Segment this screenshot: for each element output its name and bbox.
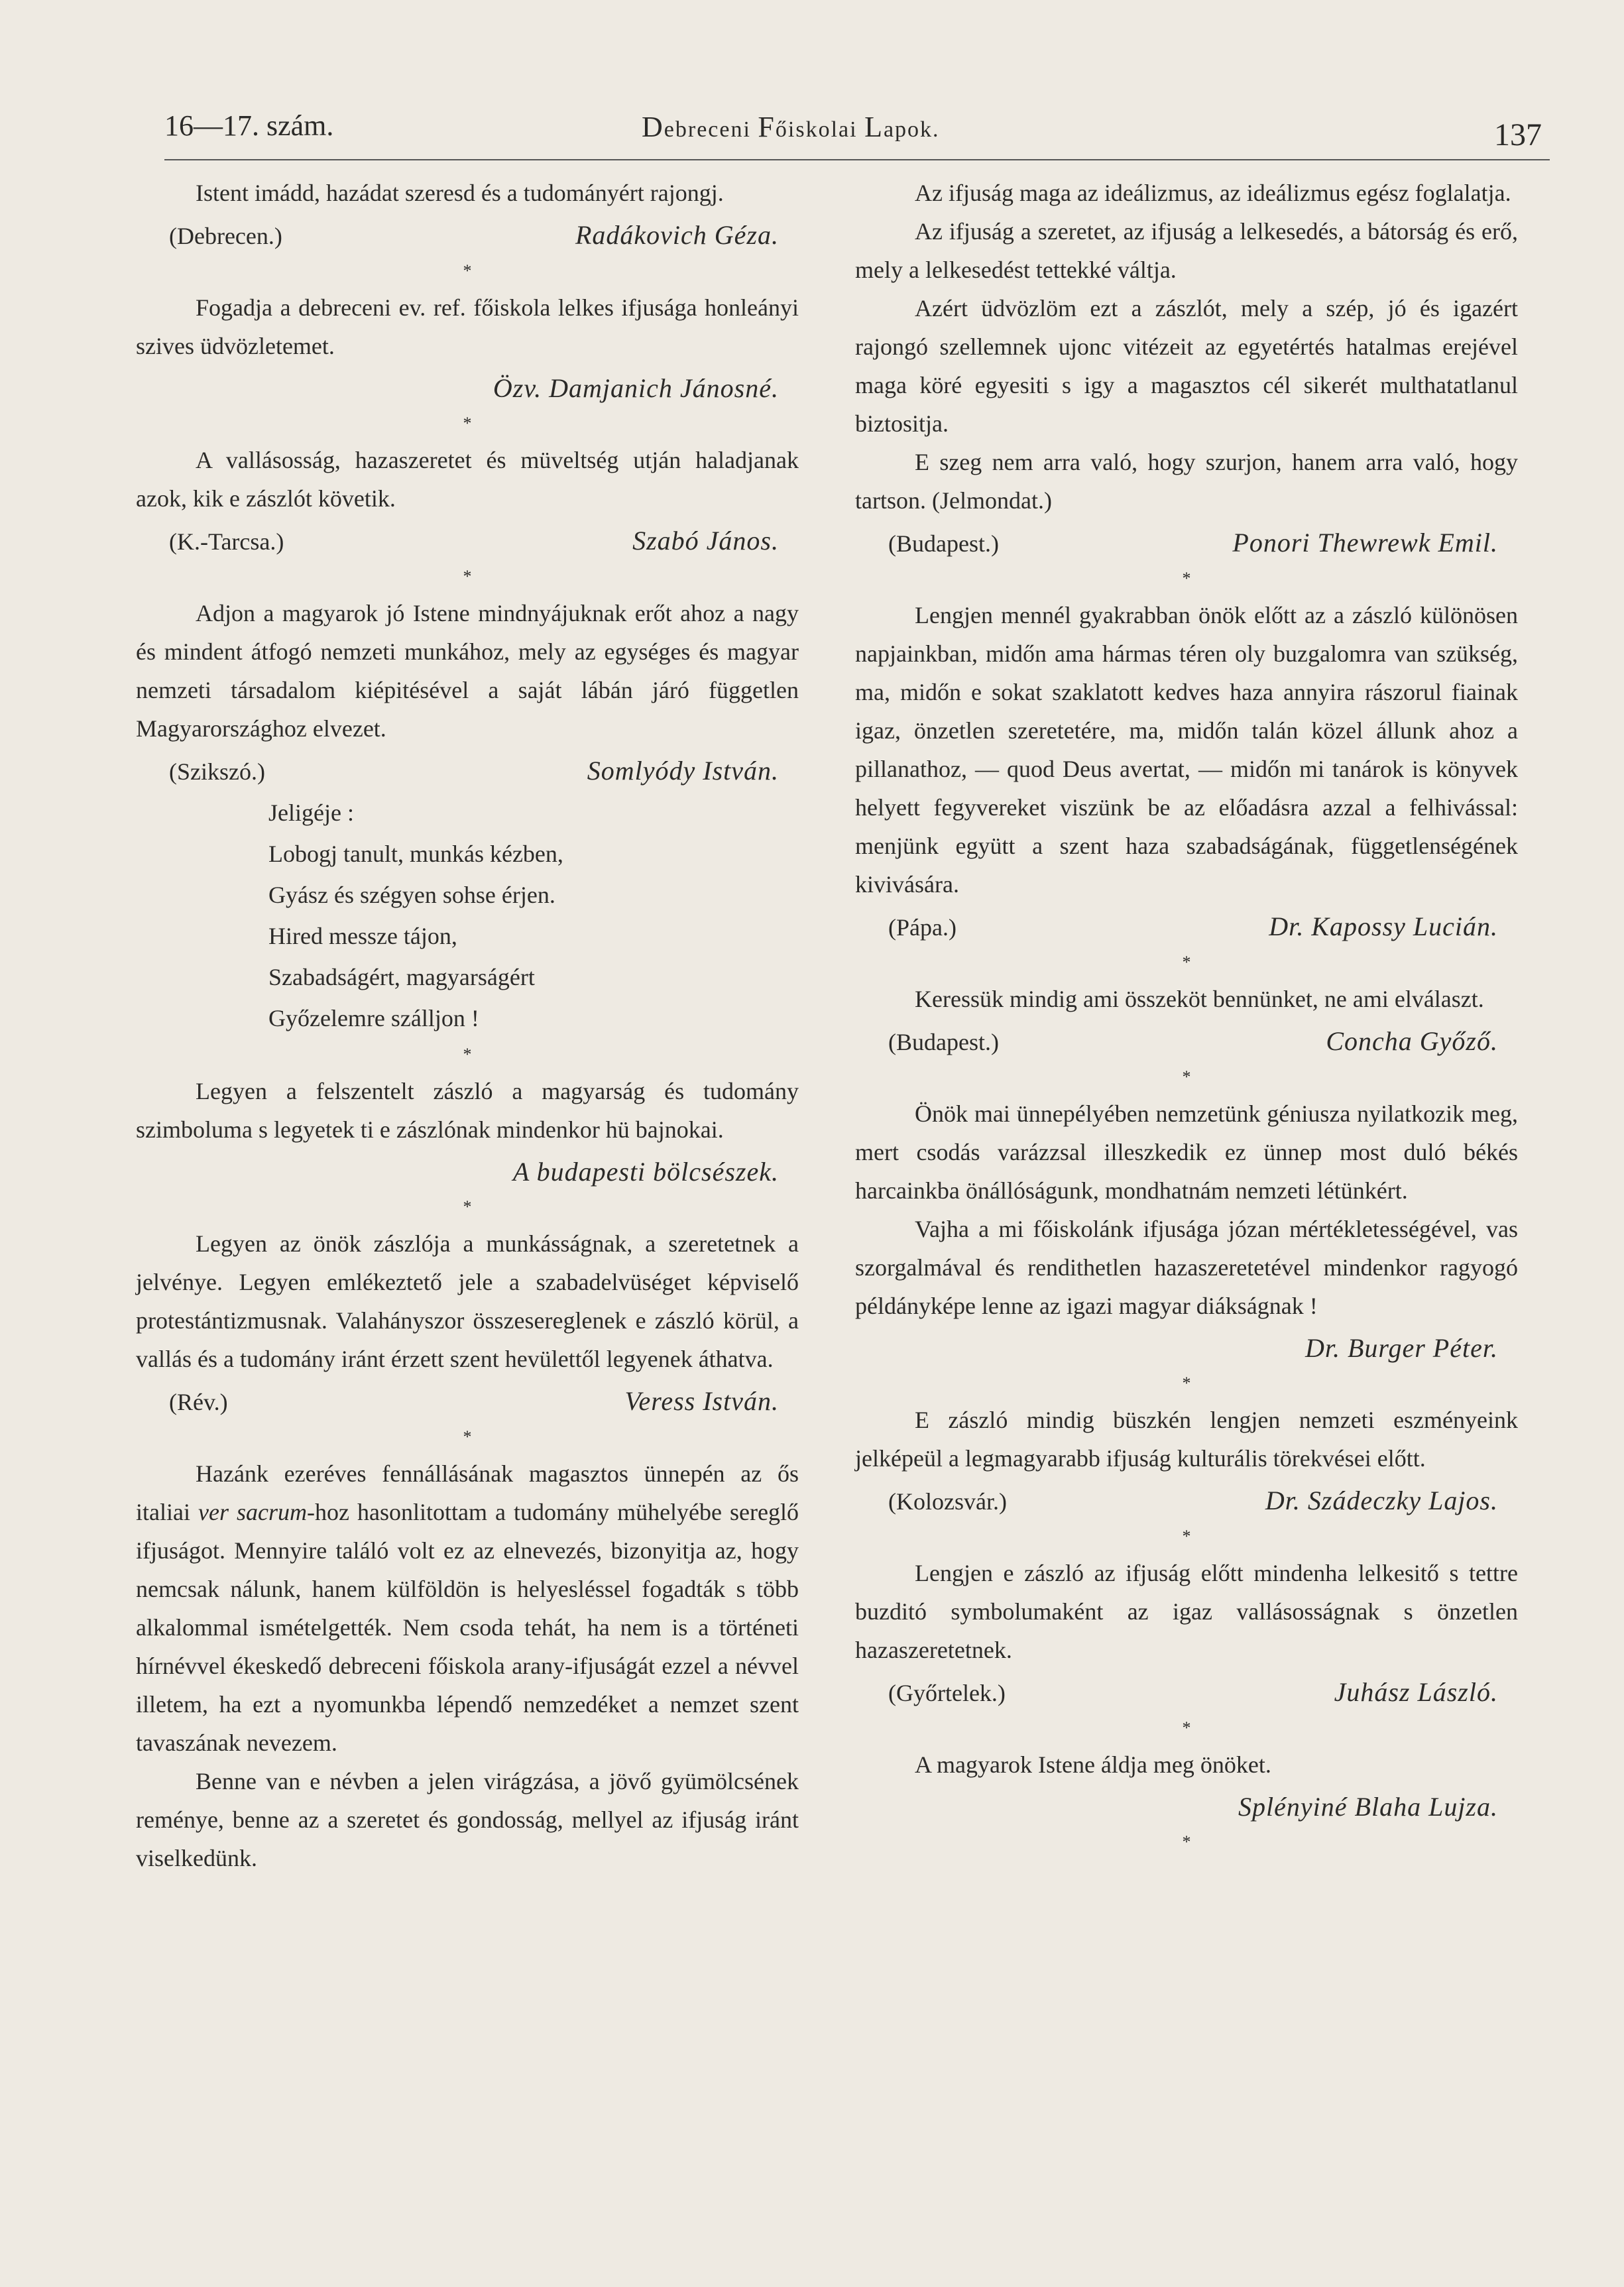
verse-line: Lobogj tanult, munkás kézben,: [268, 841, 563, 867]
separator-star: *: [463, 1427, 472, 1446]
entry-author: Radákovich Géza.: [575, 220, 779, 250]
entry-place: (Debrecen.): [169, 223, 282, 249]
entry-author: Juhász László.: [1334, 1677, 1498, 1707]
verse-line: Szabadságért, magyarságért: [268, 964, 535, 990]
entry-signature: [855, 524, 1518, 563]
entry-text: Benne van e névben a jelen virágzása, a jövő gyümölcsének reménye, benne az a szeretet és gondosság, mellyel az ifjuság iránt viselkedünk.: [136, 1768, 799, 1871]
entry-text: A magyarok Istene áldja meg önöket.: [915, 1751, 1271, 1778]
entry-signature: [136, 216, 799, 255]
entry-text: Azért üdvözlöm ezt a zászlót, mely a szép, jó és igazért rajongó szellemnek ujonc vitézeit az egyetértés hatalmas erejével maga köré egyesiti s igy a magasztos cél sikerét multhatatlanul biztositja.: [855, 295, 1518, 437]
entry-author: Szabó János.: [632, 526, 779, 556]
entry-place: (Budapest.): [888, 1029, 999, 1055]
entry-text: E zászló mindig büszkén lengjen nemzeti eszményeink jelképeül a legmagyarabb ifjuság kulturális törekvései előtt.: [855, 1407, 1518, 1472]
separator-star: *: [1182, 1832, 1191, 1851]
entry-signature: [855, 1022, 1518, 1061]
separator-star: *: [1182, 1067, 1191, 1086]
verse-line: Jeligéje :: [268, 799, 354, 826]
entry-author: Concha Győző.: [1326, 1026, 1498, 1056]
verse-line: Győzelemre szálljon !: [268, 1005, 479, 1031]
entry-text: Az ifjuság maga az ideálizmus, az ideálizmus egész foglalatja.: [915, 180, 1511, 206]
motto-verse: [268, 792, 799, 1039]
entry-text: Az ifjuság a szeretet, az ifjuság a lelkesedés, a bátorság és erő, mely a lelkesedést tettekké váltja.: [855, 218, 1518, 283]
issue-number: 16—17. szám.: [164, 109, 334, 142]
entry-text: Legyen az önök zászlója a munkásságnak, a szeretetnek a jelvénye. Legyen emlékeztető jele a szabadelvüséget képviselő protestántizmusnak. Valahányszor összesereglenek e zászló körül, a vallás és a tudomány iránt érzett szent hevülettől legyenek áthatva.: [136, 1230, 799, 1372]
entry-place: (Pápa.): [888, 914, 957, 941]
entry-author: Splényiné Blaha Lujza.: [1238, 1792, 1498, 1822]
entry-text: Lengjen mennél gyakrabban önök előtt az a zászló különösen napjainkban, midőn ama hármas téren oly buzgalomra van szükség, ma, midőn e sokat szaklatott kedves haza annyira rászorul fiainak igaz, önzetlen szeretetére, ma, midőn talán közel állunk ahoz a pillanathoz, — quod Deus avertat, — midőn mi tanárok is könyvek helyett fegyvereket viszünk be az előadásra azzal a felhivással: menjünk együtt a szent haza szabadságának, függetlenségének kivivására.: [855, 602, 1518, 898]
entry-text: Fogadja a debreceni ev. ref. főiskola lelkes ifjusága honleányi szives üdvözletemet.: [136, 294, 799, 359]
entry-text: Istent imádd, hazádat szeresd és a tudományért rajongj.: [196, 180, 724, 206]
entry-author: Dr. Szádeczky Lajos.: [1265, 1486, 1498, 1515]
entry-signature: [136, 752, 799, 791]
separator-star: *: [1182, 1374, 1191, 1393]
entry-text: Önök mai ünnepélyében nemzetünk géniusza nyilatkozik meg, mert csodás varázzsal illeszkedik ez ünnep most duló békés harcainkba önállóságunk, mondhatnám nemzeti létünkért.: [855, 1100, 1518, 1204]
separator-star: *: [463, 414, 472, 433]
verse-line: Gyász és szégyen sohse érjen.: [268, 882, 555, 908]
entry-signature: [855, 1788, 1518, 1826]
page-header: [164, 106, 1550, 160]
entry-signature: [136, 522, 799, 561]
entry-author: Ponori Thewrewk Emil.: [1232, 528, 1498, 557]
separator-star: *: [1182, 569, 1191, 588]
entry-place: (K.-Tarcsa.): [169, 528, 284, 555]
italic-phrase: ver sacrum: [198, 1499, 308, 1525]
entry-text: Legyen a felszentelt zászló a magyarság és tudomány szimboluma s legyetek ti e zászlónak mindenkor hü bajnokai.: [136, 1078, 799, 1143]
entry-author: Dr. Kapossy Lucián.: [1269, 911, 1498, 941]
entry-signature: [136, 369, 799, 408]
entry-signature: [855, 908, 1518, 947]
entry-place: (Budapest.): [888, 530, 999, 557]
entry-signature: [855, 1673, 1518, 1712]
entry-text: Hazánk ezeréves fennállásának magasztos ünnepén az ős italiai ver sacrum-hoz hasonlitottam a tudomány mühelyébe sereglő ifjuságot. Mennyire találó volt ez az elnevezés, bizonyitja az, hogy nemcsak nálunk, hanem külföldön is helyesléssel fogadták s több alkalommal ismételgették. Nem csoda tehát, ha nem is a történeti hírnévvel ékeskedő debreceni főiskola arany-ifjuságát ezzel a névvel illetem, ha ezt a nyomunkba lépendő nemzedéket a nemzet szent tavaszának nevezem.: [136, 1460, 799, 1756]
entry-author: Somlyódy István.: [587, 756, 779, 786]
separator-star: *: [463, 1045, 472, 1064]
verse-line: Hired messze tájon,: [268, 923, 457, 949]
entry-place: (Szikszó.): [169, 758, 265, 785]
entry-signature: [136, 1382, 799, 1421]
entry-signature: [855, 1329, 1518, 1368]
entry-author: Dr. Burger Péter.: [1305, 1333, 1498, 1363]
separator-star: *: [463, 261, 472, 280]
entry-text: E szeg nem arra való, hogy szurjon, hanem arra való, hogy tartson. (Jelmondat.): [855, 449, 1518, 514]
entry-text: Lengjen e zászló az ifjuság előtt mindenha lelkesitő s tettre buzditó symbolumaként az igaz vallásosságnak s önzetlen hazaszeretetnek.: [855, 1560, 1518, 1663]
left-column: [136, 174, 799, 1877]
publication-title: Debreceni Főiskolai Lapok.: [642, 111, 940, 143]
entry-text: Adjon a magyarok jó Istene mindnyájuknak erőt ahoz a nagy és mindent átfogó nemzeti munkához, mely az egységes és magyar nemzeti társadalom kiépitésével a saját lábán járó független Magyarországhoz elvezet.: [136, 600, 799, 742]
separator-star: *: [463, 567, 472, 586]
separator-star: *: [463, 1197, 472, 1216]
separator-star: *: [1182, 953, 1191, 972]
entry-place: (Kolozsvár.): [888, 1488, 1007, 1515]
right-column: [855, 174, 1518, 1859]
entry-text: Vajha a mi főiskolánk ifjusága józan mértékletességével, vas szorgalmával és rendithetlen hazaszeretetével mindenkor ragyogó példányképe lenne az igazi magyar diákságnak !: [855, 1216, 1518, 1319]
entry-author: A budapesti bölcsészek.: [512, 1157, 779, 1187]
separator-star: *: [1182, 1718, 1191, 1737]
entry-signature: [136, 1153, 799, 1191]
entry-place: (Rév.): [169, 1389, 228, 1415]
entry-place: (Győrtelek.): [888, 1680, 1006, 1706]
entry-author: Veress István.: [624, 1386, 779, 1416]
entry-signature: [855, 1482, 1518, 1521]
page-number: 137: [1494, 117, 1542, 152]
separator-star: *: [1182, 1527, 1191, 1546]
entry-text: Keressük mindig ami összeköt bennünket, ne ami elválaszt.: [915, 986, 1484, 1012]
entry-author: Özv. Damjanich Jánosné.: [493, 373, 779, 403]
entry-text: A vallásosság, hazaszeretet és müveltség utján haladjanak azok, kik e zászlót követik.: [136, 447, 799, 512]
